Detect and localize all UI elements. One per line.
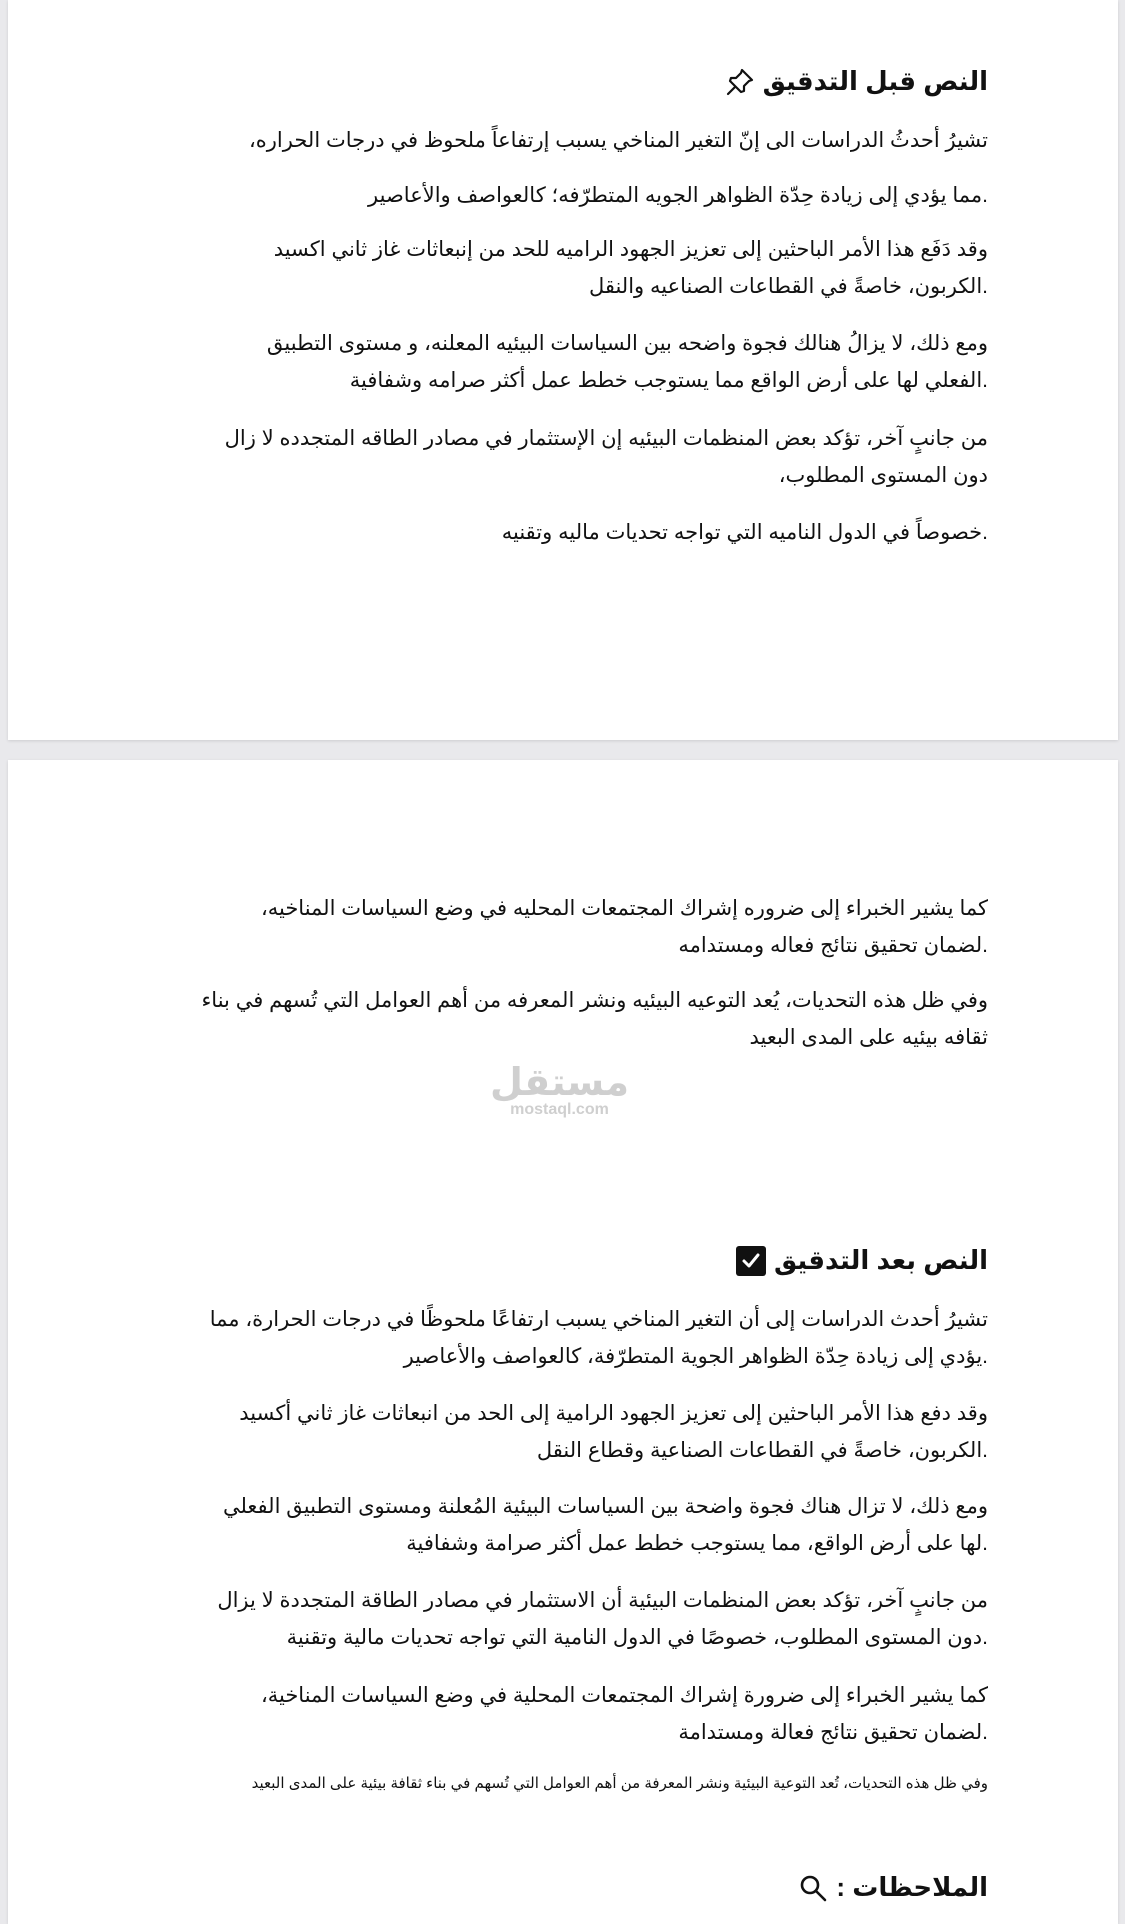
text-line: من جانبٍ آخر، تؤكد بعض المنظمات البيئية أن الاستثمار في مصادر الطاقة المتجددة لا يزال [217, 1589, 988, 1612]
text-line: تشيرُ أحدث الدراسات إلى أن التغير المناخي يسبب ارتفاعًا ملحوظًا في درجات الحرارة، مما [209, 1308, 988, 1331]
after-paragraph-3 [223, 1488, 988, 1562]
after-paragraph-5 [261, 1677, 988, 1751]
text-line: .يؤدي إلى زيادة حِدّة الظواهر الجوية المتطرّفة، كالعواصف والأعاصير [403, 1345, 988, 1368]
before-paragraph-5 [225, 420, 988, 494]
text-line: .لضمان تحقيق نتائج فعالة ومستدامة [678, 1721, 988, 1744]
text-line: كما يشير الخبراء إلى ضروره إشراك المجتمعات المحليه في وضع السياسات المناخيه، [260, 897, 988, 920]
document-page-2 [8, 760, 1118, 1924]
watermark-logo [490, 1060, 629, 1119]
before-paragraph-2 [368, 177, 988, 214]
text-line: تشيرُ أحدثُ الدراسات الى إنّ التغير المناخي يسبب إرتفاعاً ملحوظ في درجات الحراره، [249, 129, 988, 152]
text-line: .خصوصاً في الدول الناميه التي تواجه تحديات ماليه وتقنيه [501, 521, 988, 544]
text-line: .مما يؤدي إلى زيادة حِدّة الظواهر الجويه المتطرّفه؛ كالعواصف والأعاصير [368, 184, 988, 207]
before-paragraph-7 [261, 890, 988, 964]
text-line: ثقافه بيئيه على المدى البعيد [749, 1026, 988, 1049]
after-paragraph-2 [239, 1395, 988, 1469]
text-line: .الفعلي لها على أرض الواقع مما يستوجب خطط عمل أكثر صرامه وشفافية [349, 369, 988, 392]
text-line: وقد دفع هذا الأمر الباحثين إلى تعزيز الجهود الرامية إلى الحد من انبعاثات غاز ثاني أكسيد [239, 1402, 988, 1425]
after-heading-label: النص بعد التدقيق [773, 1245, 988, 1275]
checkbox-checked-icon [736, 1246, 766, 1276]
text-line: .دون المستوى المطلوب، خصوصًا في الدول النامية التي تواجه تحديات مالية وتقنية [286, 1626, 988, 1649]
text-line: وفي ظل هذه التحديات، تُعد التوعية البيئية ونشر المعرفة من أهم العوامل التي تُسهم في بناء ثقافة بيئية على المدى البعيد [251, 1775, 988, 1792]
text-line: .لها على أرض الواقع، مما يستوجب خطط عمل أكثر صرامة وشفافية [406, 1532, 988, 1555]
notes-heading [798, 1872, 988, 1903]
after-heading [736, 1245, 988, 1276]
text-line: من جانبٍ آخر، تؤكد بعض المنظمات البيئيه إن الإستثمار في مصادر الطاقه المتجدده لا زال [224, 427, 988, 450]
after-paragraph-6 [252, 1772, 988, 1796]
before-heading-label: النص قبل التدقيق [762, 66, 988, 96]
text-line: .الكربون، خاصةً في القطاعات الصناعيه والنقل [588, 275, 988, 298]
watermark-name: مستقل [490, 1062, 629, 1104]
notes-heading-label: الملاحظات : [836, 1872, 988, 1902]
before-paragraph-6 [502, 514, 988, 551]
text-line: .الكربون، خاصةً في القطاعات الصناعية وقطاع النقل [536, 1439, 988, 1462]
before-paragraph-4 [267, 325, 988, 399]
watermark-url: mostaql.com [510, 1101, 609, 1118]
text-line: وفي ظل هذه التحديات، يُعد التوعيه البيئيه ونشر المعرفه من أهم العوامل التي تُسهم في بناء [201, 989, 988, 1012]
text-line: ومع ذلك، لا يزالُ هنالك فجوة واضحه بين السياسات البيئيه المعلنه، و مستوى التطبيق [266, 332, 988, 355]
text-line: .لضمان تحقيق نتائج فعاله ومستدامه [678, 934, 988, 957]
document-page-1 [8, 0, 1118, 740]
text-line: كما يشير الخبراء إلى ضرورة إشراك المجتمعات المحلية في وضع السياسات المناخية، [260, 1684, 988, 1707]
text-line: وقد دَفَع هذا الأمر الباحثين إلى تعزيز الجهود الراميه للحد من إنبعاثات غاز ثاني اكسيد [273, 238, 988, 261]
before-paragraph-1 [249, 122, 988, 159]
pin-icon [725, 67, 755, 97]
text-line: دون المستوى المطلوب، [778, 464, 988, 487]
after-paragraph-4 [217, 1582, 988, 1656]
before-paragraph-8 [201, 982, 988, 1056]
text-line: ومع ذلك، لا تزال هناك فجوة واضحة بين السياسات البيئية المُعلنة ومستوى التطبيق الفعلي [222, 1495, 988, 1518]
magnifier-icon [798, 1873, 828, 1903]
after-paragraph-1 [210, 1301, 988, 1375]
before-heading [725, 66, 988, 97]
before-paragraph-3 [274, 231, 988, 305]
